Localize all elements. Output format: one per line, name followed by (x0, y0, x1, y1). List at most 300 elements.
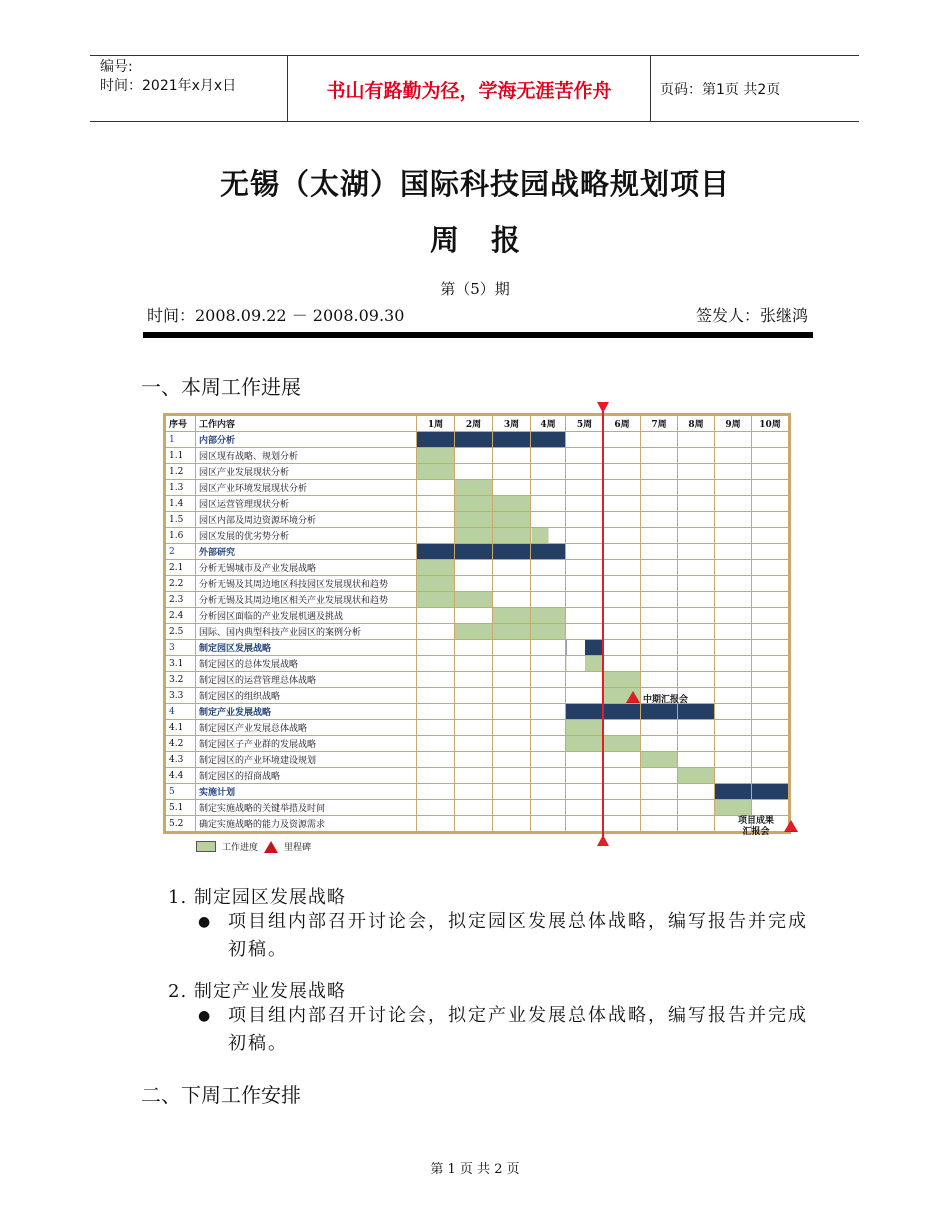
gantt-cell (417, 656, 455, 672)
gantt-group-row (166, 544, 789, 560)
gantt-task-number: 1.4 (166, 496, 196, 512)
gantt-cell (531, 736, 566, 752)
gantt-bar (493, 512, 531, 528)
gantt-cell (715, 672, 752, 688)
gantt-bar (566, 640, 604, 656)
gantt-task-name: 园区现有战略、规划分析 (196, 448, 417, 464)
gantt-cell (566, 672, 604, 688)
gantt-legend (196, 840, 311, 853)
doc-number-label: 编号: (100, 59, 133, 75)
gantt-task-row (166, 736, 789, 752)
gantt-cell (715, 576, 752, 592)
gantt-week: 5周 (566, 416, 604, 432)
gantt-week: 1周 (417, 416, 455, 432)
gantt-cell (604, 784, 641, 800)
milestone-final-label (738, 816, 774, 838)
gantt-bar (678, 704, 715, 720)
gantt-cell (417, 640, 455, 656)
gantt-week: 4周 (531, 416, 566, 432)
gantt-cell (641, 608, 678, 624)
gantt-task-number: 2.1 (166, 560, 196, 576)
gantt-cell (566, 432, 604, 448)
gantt-cell (678, 800, 715, 816)
gantt-cell (752, 592, 789, 608)
gantt-bar (417, 592, 455, 608)
gantt-cell (715, 704, 752, 720)
gantt-cell (493, 816, 531, 832)
gantt-cell (678, 432, 715, 448)
gantt-cell (493, 736, 531, 752)
gantt-cell (604, 624, 641, 640)
gantt-group-row (166, 704, 789, 720)
gantt-bar (531, 544, 566, 560)
gantt-cell (531, 576, 566, 592)
gantt-cell (641, 816, 678, 832)
gantt-chart (163, 413, 791, 834)
gantt-task-number: 2.3 (166, 592, 196, 608)
gantt-cell (455, 800, 493, 816)
gantt-bar (493, 624, 531, 640)
gantt-task-name: 分析无锡城市及产业发展战略 (196, 560, 417, 576)
gantt-cell (493, 752, 531, 768)
gantt-cell (752, 432, 789, 448)
gantt-cell (678, 592, 715, 608)
gantt-bar (455, 592, 493, 608)
gantt-task-number: 4 (166, 704, 196, 720)
gantt-cell (752, 752, 789, 768)
gantt-cell (493, 720, 531, 736)
gantt-cell (678, 736, 715, 752)
gantt-week: 7周 (641, 416, 678, 432)
gantt-bar (531, 608, 566, 624)
gantt-cell (641, 656, 678, 672)
gantt-task-row (166, 496, 789, 512)
gantt-body (166, 432, 789, 832)
gantt-task-number: 1.5 (166, 512, 196, 528)
gantt-cell (455, 688, 493, 704)
gantt-cell (455, 736, 493, 752)
gantt-task-name: 制定园区的产业环境建设规划 (196, 752, 417, 768)
item-bullet (198, 1002, 810, 1058)
gantt-cell (752, 480, 789, 496)
gantt-cell (604, 432, 641, 448)
gantt-task-number: 2 (166, 544, 196, 560)
gantt-cell (417, 624, 455, 640)
gantt-task-number: 4.4 (166, 768, 196, 784)
gantt-cell (455, 672, 493, 688)
gantt-cell (641, 784, 678, 800)
gantt-cell (641, 672, 678, 688)
gantt-cell (417, 704, 455, 720)
gantt-cell (715, 592, 752, 608)
gantt-cell (455, 656, 493, 672)
gantt-cell (752, 608, 789, 624)
gantt-task-name: 园区内部及周边资源环境分析 (196, 512, 417, 528)
bullet-dot-icon: ● (198, 914, 213, 930)
item-number: 1. (168, 887, 188, 908)
gantt-bar (566, 720, 604, 736)
gantt-task-name: 制定园区的总体发展战略 (196, 656, 417, 672)
gantt-cell (678, 672, 715, 688)
gantt-bar (678, 768, 715, 784)
gantt-task-row (166, 576, 789, 592)
gantt-cell (678, 464, 715, 480)
gantt-cell (715, 608, 752, 624)
gantt-bar (455, 528, 493, 544)
gantt-cell (641, 528, 678, 544)
gantt-task-name: 制定园区的招商战略 (196, 768, 417, 784)
gantt-cell (604, 768, 641, 784)
gantt-cell (566, 528, 604, 544)
gantt-cell (752, 560, 789, 576)
gantt-cell (531, 720, 566, 736)
gantt-task-number: 5.1 (166, 800, 196, 816)
gantt-cell (493, 560, 531, 576)
gantt-bar (531, 528, 566, 544)
gantt-bar (455, 512, 493, 528)
gantt-cell (641, 448, 678, 464)
gantt-task-number: 1.2 (166, 464, 196, 480)
gantt-cell (678, 480, 715, 496)
gantt-group-row (166, 432, 789, 448)
gantt-task-row (166, 752, 789, 768)
gantt-task-number: 3 (166, 640, 196, 656)
gantt-bar (566, 656, 604, 672)
gantt-cell (752, 656, 789, 672)
gantt-cell (641, 480, 678, 496)
gantt-cell (566, 512, 604, 528)
gantt-cell (531, 480, 566, 496)
header-top-rule (90, 55, 859, 56)
current-week-line (602, 410, 604, 838)
gantt-task-row (166, 592, 789, 608)
gantt-cell (417, 608, 455, 624)
gantt-cell (678, 544, 715, 560)
gantt-bar (493, 528, 531, 544)
gantt-cell (455, 560, 493, 576)
milestone-icon (784, 820, 798, 832)
gantt-cell (566, 592, 604, 608)
gantt-task-name: 分析无锡及其周边地区科技园区发展现状和趋势 (196, 576, 417, 592)
gantt-bar (531, 432, 566, 448)
gantt-week: 10周 (752, 416, 789, 432)
gantt-cell (566, 496, 604, 512)
gantt-cell (493, 656, 531, 672)
gantt-cell (566, 784, 604, 800)
gantt-cell (715, 512, 752, 528)
gantt-cell (678, 448, 715, 464)
gantt-cell (641, 576, 678, 592)
gantt-cell (417, 800, 455, 816)
gantt-cell (455, 576, 493, 592)
gantt-cell (715, 624, 752, 640)
gantt-cell (604, 512, 641, 528)
gantt-cell (752, 672, 789, 688)
gantt-cell (752, 448, 789, 464)
gantt-cell (566, 752, 604, 768)
gantt-cell (641, 768, 678, 784)
gantt-cell (604, 640, 641, 656)
gantt-cell (531, 656, 566, 672)
gantt-cell (604, 496, 641, 512)
gantt-cell (715, 480, 752, 496)
gantt-cell (715, 544, 752, 560)
gantt-col-task: 工作内容 (196, 416, 417, 432)
gantt-cell (604, 592, 641, 608)
gantt-cell (455, 640, 493, 656)
section-heading-next: 二、下周工作安排 (141, 1083, 301, 1107)
gantt-header-row (166, 416, 789, 432)
gantt-cell (531, 496, 566, 512)
gantt-task-number: 5 (166, 784, 196, 800)
gantt-col-number: 序号 (166, 416, 196, 432)
gantt-cell (678, 576, 715, 592)
gantt-cell (493, 768, 531, 784)
gantt-cell (715, 432, 752, 448)
gantt-cell (604, 816, 641, 832)
gantt-task-number: 1 (166, 432, 196, 448)
gantt-cell (417, 672, 455, 688)
gantt-cell (604, 528, 641, 544)
gantt-cell (417, 784, 455, 800)
gantt-cell (715, 752, 752, 768)
gantt-task-name: 制定实施战略的关键举措及时间 (196, 800, 417, 816)
gantt-cell (493, 448, 531, 464)
gantt-cell (455, 768, 493, 784)
header-page-info: 页码：第1页 共2页 (660, 82, 781, 98)
gantt-cell (531, 784, 566, 800)
gantt-task-number: 4.2 (166, 736, 196, 752)
gantt-bar (455, 480, 493, 496)
gantt-cell (531, 512, 566, 528)
gantt-cell (531, 560, 566, 576)
doc-time-label: 时间：2021年x月x日 (100, 78, 237, 94)
gantt-task-name: 制定产业发展战略 (196, 704, 417, 720)
gantt-cell (417, 720, 455, 736)
gantt-cell (531, 672, 566, 688)
gantt-cell (678, 624, 715, 640)
item-bullet-text: 项目组内部召开讨论会，拟定产业发展总体战略，编写报告并完成初稿。 (228, 1005, 808, 1054)
current-week-marker-top (597, 402, 609, 413)
gantt-cell (715, 736, 752, 752)
gantt-task-name: 制定园区的组织战略 (196, 688, 417, 704)
header-bottom-rule (90, 121, 859, 122)
item-title-text: 制定产业发展战略 (193, 981, 346, 1002)
gantt-cell (715, 496, 752, 512)
gantt-group-row (166, 640, 789, 656)
gantt-group-row (166, 784, 789, 800)
gantt-cell (531, 816, 566, 832)
title-rule (143, 332, 813, 338)
gantt-task-name: 制定园区发展战略 (196, 640, 417, 656)
gantt-cell (493, 576, 531, 592)
gantt-cell (566, 608, 604, 624)
gantt-bar (493, 496, 531, 512)
gantt-cell (641, 800, 678, 816)
gantt-task-row (166, 672, 789, 688)
gantt-cell (455, 608, 493, 624)
gantt-cell (566, 464, 604, 480)
gantt-task-name: 分析无锡及其周边地区相关产业发展现状和趋势 (196, 592, 417, 608)
gantt-cell (493, 800, 531, 816)
gantt-cell (417, 496, 455, 512)
gantt-bar (417, 560, 455, 576)
legend-milestone-label: 里程碑 (284, 843, 312, 853)
item-bullet (198, 908, 810, 964)
gantt-cell (604, 464, 641, 480)
gantt-task-row (166, 528, 789, 544)
gantt-cell (715, 560, 752, 576)
gantt-cell (566, 768, 604, 784)
gantt-bar (715, 784, 752, 800)
gantt-cell (566, 688, 604, 704)
gantt-cell (715, 720, 752, 736)
gantt-cell (678, 752, 715, 768)
header-meta (100, 58, 236, 96)
gantt-bar (752, 784, 789, 800)
gantt-cell (641, 560, 678, 576)
gantt-task-row (166, 688, 789, 704)
item-title-text: 制定园区发展战略 (193, 887, 346, 908)
issuer: 签发人：张继鸿 (695, 306, 808, 325)
gantt-bar (566, 704, 604, 720)
gantt-cell (604, 608, 641, 624)
gantt-cell (641, 624, 678, 640)
gantt-task-number: 3.1 (166, 656, 196, 672)
gantt-bar (566, 736, 604, 752)
gantt-cell (641, 736, 678, 752)
item-title (168, 883, 346, 909)
gantt-task-name: 制定园区的运营管理总体战略 (196, 672, 417, 688)
gantt-cell (678, 560, 715, 576)
gantt-cell (604, 448, 641, 464)
gantt-task-number: 3.3 (166, 688, 196, 704)
milestone-icon (626, 691, 640, 703)
gantt-week: 9周 (715, 416, 752, 432)
gantt-bar (604, 736, 641, 752)
gantt-task-name: 园区产业发展现状分析 (196, 464, 417, 480)
bullet-dot-icon: ● (198, 1008, 213, 1024)
gantt-cell (678, 656, 715, 672)
gantt-cell (417, 528, 455, 544)
gantt-cell (417, 752, 455, 768)
gantt-task-name: 确定实施战略的能力及资源需求 (196, 816, 417, 832)
gantt-task-number: 4.3 (166, 752, 196, 768)
gantt-cell (641, 544, 678, 560)
gantt-cell (752, 544, 789, 560)
gantt-cell (455, 464, 493, 480)
gantt-cell (604, 544, 641, 560)
gantt-task-name: 制定园区子产业群的发展战略 (196, 736, 417, 752)
gantt-bar (455, 496, 493, 512)
gantt-cell (752, 624, 789, 640)
legend-progress-label: 工作进度 (222, 843, 259, 853)
gantt-cell (531, 752, 566, 768)
gantt-cell (678, 816, 715, 832)
gantt-cell (752, 800, 789, 816)
gantt-week: 6周 (604, 416, 641, 432)
gantt-bar (417, 464, 455, 480)
gantt-task-row (166, 656, 789, 672)
gantt-cell (641, 464, 678, 480)
gantt-task-row (166, 608, 789, 624)
gantt-cell (678, 496, 715, 512)
gantt-bar (417, 432, 455, 448)
gantt-bar (493, 608, 531, 624)
gantt-bar (417, 544, 455, 560)
gantt-cell (715, 528, 752, 544)
gantt-cell (455, 720, 493, 736)
gantt-week: 3周 (493, 416, 531, 432)
item-title (168, 977, 346, 1003)
gantt-cell (493, 784, 531, 800)
gantt-week: 8周 (678, 416, 715, 432)
gantt-cell (566, 480, 604, 496)
gantt-bar (531, 624, 566, 640)
gantt-bar (417, 576, 455, 592)
current-week-marker-bottom (597, 835, 609, 846)
gantt-task-row (166, 816, 789, 832)
gantt-cell (531, 448, 566, 464)
gantt-cell (752, 704, 789, 720)
issue-number: 第（5）期 (440, 280, 510, 298)
gantt-cell (493, 592, 531, 608)
gantt-cell (641, 512, 678, 528)
legend-progress-swatch (196, 841, 216, 852)
gantt-cell (455, 704, 493, 720)
gantt-task-row (166, 768, 789, 784)
gantt-cell (604, 752, 641, 768)
gantt-bar (455, 544, 493, 560)
gantt-bar (641, 704, 678, 720)
gantt-bar (604, 672, 641, 688)
gantt-cell (678, 528, 715, 544)
gantt-task-name: 分析园区面临的产业发展机遇及挑战 (196, 608, 417, 624)
gantt-bar (455, 624, 493, 640)
gantt-bar (417, 448, 455, 464)
gantt-task-name: 园区运营管理现状分析 (196, 496, 417, 512)
gantt-cell (604, 720, 641, 736)
gantt-task-number: 2.2 (166, 576, 196, 592)
gantt-cell (715, 448, 752, 464)
gantt-bar (455, 432, 493, 448)
gantt-task-row (166, 800, 789, 816)
gantt-cell (531, 464, 566, 480)
gantt-cell (752, 768, 789, 784)
gantt-cell (493, 688, 531, 704)
gantt-cell (715, 640, 752, 656)
gantt-cell (715, 768, 752, 784)
gantt-task-number: 3.2 (166, 672, 196, 688)
gantt-cell (715, 688, 752, 704)
header-motto: 书山有路勤为径，学海无涯苦作舟 (326, 80, 612, 102)
header-divider (650, 55, 651, 121)
gantt-cell (566, 576, 604, 592)
gantt-task-name: 国际、国内典型科技产业园区的案例分析 (196, 624, 417, 640)
gantt-cell (641, 496, 678, 512)
gantt-cell (566, 624, 604, 640)
gantt-cell (752, 496, 789, 512)
gantt-cell (678, 784, 715, 800)
gantt-cell (566, 816, 604, 832)
gantt-task-row (166, 464, 789, 480)
gantt-cell (566, 448, 604, 464)
gantt-cell (417, 816, 455, 832)
item-bullet-text: 项目组内部召开讨论会，拟定园区发展总体战略，编写报告并完成初稿。 (228, 911, 808, 960)
gantt-bar (715, 800, 752, 816)
milestone-final-line1: 项目成果 (738, 816, 775, 826)
gantt-cell (752, 688, 789, 704)
